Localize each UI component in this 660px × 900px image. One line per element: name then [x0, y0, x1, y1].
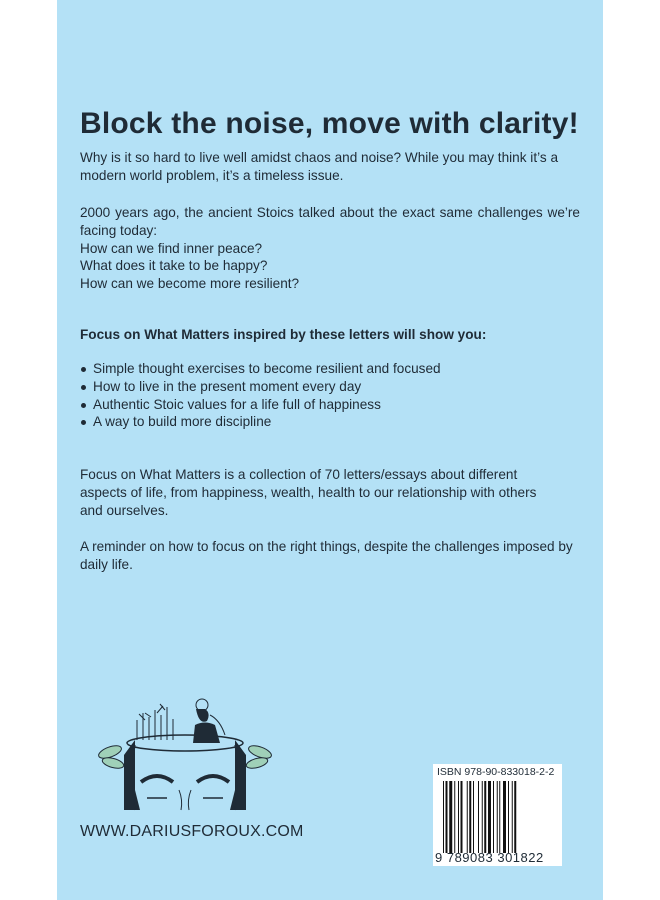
barcode-bar	[449, 781, 452, 853]
stoics-text: 2000 years ago, the ancient Stoics talked about the exact same challenges we’re facing today:	[80, 205, 580, 238]
barcode-bar	[503, 781, 506, 853]
barcode-digits: 9 789083 301822	[435, 850, 544, 865]
barcode-bar	[482, 781, 483, 853]
description-paragraph: Focus on What Matters is a collection of 70 letters/essays about different aspects of life, from happiness, wealth, health to our relationship with others and ourselves.	[80, 467, 537, 518]
question-3: How can we become more resilient?	[80, 276, 300, 292]
head-garden-illustration-icon	[95, 695, 275, 815]
barcode-bar	[493, 781, 494, 853]
barcode-bar	[512, 781, 513, 853]
focus-heading: Focus on What Matters inspired by these letters will show you:	[80, 327, 487, 342]
barcode-bar	[458, 781, 459, 853]
isbn-label: ISBN 978-90-833018-2-2	[437, 766, 555, 778]
intro-paragraph	[80, 149, 580, 185]
benefits-list	[80, 360, 580, 431]
barcode-bar	[467, 781, 468, 853]
barcode-bar	[454, 781, 455, 853]
barcode-bar	[484, 781, 486, 853]
question-2: What does it take to be happy?	[80, 258, 268, 274]
barcode-bar	[497, 781, 498, 853]
isbn-barcode	[433, 764, 562, 866]
barcode-bar	[443, 781, 444, 853]
bullet-item: How to live in the present moment every day	[80, 378, 580, 396]
bullet-item: Simple thought exercises to become resilient and focused	[80, 360, 580, 378]
reminder-paragraph: A reminder on how to focus on the right things, despite the challenges imposed by daily life.	[80, 539, 573, 572]
intro-text: Why is it so hard to live well amidst chaos and noise? While you may think it’s a modern world problem, it’s a timeless issue.	[80, 150, 559, 183]
barcode-bars-icon	[443, 781, 553, 853]
stoics-paragraph	[80, 204, 580, 293]
barcode-bar	[508, 781, 509, 853]
bullet-item: Authentic Stoic values for a life full of happiness	[80, 396, 580, 414]
barcode-bar	[478, 781, 479, 853]
bullet-item: A way to build more discipline	[80, 413, 580, 431]
cover-headline: Block the noise, move with clarity!	[80, 107, 579, 140]
barcode-bar	[473, 781, 474, 853]
website-link[interactable]: WWW.DARIUSFOROUX.COM	[80, 823, 304, 840]
barcode-bar	[488, 781, 491, 853]
barcode-bar	[446, 781, 448, 853]
barcode-bar	[461, 781, 463, 853]
question-1: How can we find inner peace?	[80, 240, 263, 256]
barcode-bar	[469, 781, 471, 853]
barcode-bar	[514, 781, 516, 853]
barcode-bar	[499, 781, 500, 853]
